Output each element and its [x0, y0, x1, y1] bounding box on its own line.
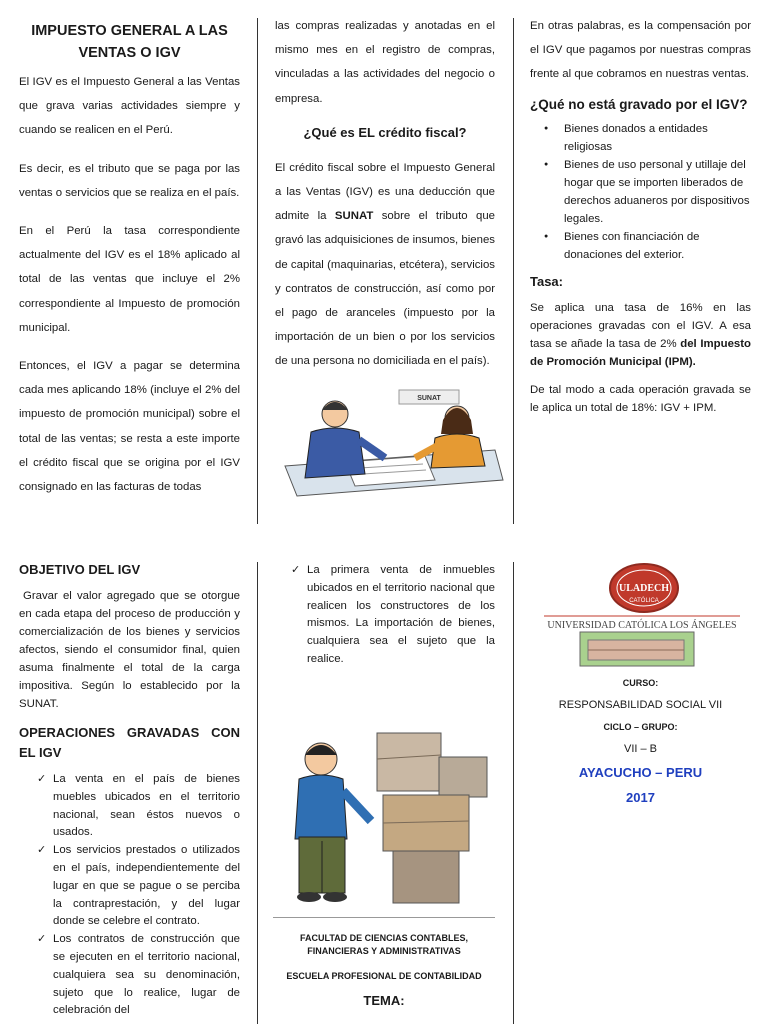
panel-igv-intro [19, 20, 240, 499]
svg-text:ULADECH: ULADECH [618, 583, 670, 594]
heading-tasa: Tasa: [530, 273, 563, 289]
ciclo-value: VII – B [623, 743, 658, 755]
university-logo [530, 562, 751, 670]
ciclo-label: CICLO – GRUPO: [603, 722, 678, 732]
panel-objetivo [19, 562, 240, 1020]
list-item: ✓ Los contratos de construcción que se ejecuten en el territorio nacional, cualquiera sea su denominación, sujeto que lo realice, lugar de celebración del [53, 931, 240, 1020]
panel-portada [530, 562, 751, 805]
school-name: ESCUELA PROFESIONAL DE CONTABILIDAD [286, 970, 482, 981]
list-item: ✓ Los servicios prestados o utilizados en el país, independientemente del lugar en que se pague o se perciba la contraprestación, y del lugar donde se celebre el contrato. [53, 842, 240, 931]
paragraph-objetivo: Gravar el valor agregado que se otorgue en cada etapa del proceso de producción y comercialización de los bienes y servicios afectos, siendo el consumidor final, quien asuma finalmente el total de la carga impositiva. Según lo establecido por la SUNAT. [19, 590, 240, 710]
paragraph-definition: El IGV es el Impuesto General a las Ventas que grava varias actividades siempre y cuando se realicen en el Perú. [19, 76, 240, 137]
svg-text:UNIVERSIDAD CATÓLICA LOS ÁNGEL: UNIVERSIDAD CATÓLICA LOS ÁNGELES [547, 620, 737, 631]
list-operaciones-cont [273, 562, 495, 669]
heading-operaciones-gravadas: OPERACIONES GRAVADAS CON EL IGV [19, 725, 240, 760]
illustration-consultation [275, 388, 495, 498]
paragraph-tribute: Es decir, es el tributo que se paga por las ventas o servicios que se realiza en el país. [19, 162, 240, 199]
heading-objetivo: OBJETIVO DEL IGV [19, 562, 141, 577]
list-item: ● Bienes de uso personal y utillaje del hogar que se importen liberados de derechos aduaneros por dispositivos legales. [564, 156, 751, 228]
faculty-name: FACULTAD DE CIENCIAS CONTABLES, FINANCIERAS Y ADMINISTRATIVAS [300, 932, 468, 956]
curso-name: RESPONSABILIDAD SOCIAL VII [558, 699, 723, 711]
panel-credito-fiscal [275, 14, 495, 498]
paragraph-calculation: Entonces, el IGV a pagar se determina cada mes aplicando 18% (incluye el 2% del impuesto de promoción municipal) sobre el total de las ventas; se resta a este importe el crédito fiscal que se origina por el IGV consignado en las facturas de todas [19, 360, 240, 494]
svg-text:SUNAT: SUNAT [417, 394, 441, 402]
location-text: AYACUCHO – PERU [578, 765, 703, 780]
year-text: 2017 [626, 790, 655, 805]
heading-no-gravado: ¿Qué no está gravado por el IGV? [530, 96, 748, 112]
tema-label: TEMA: [363, 992, 405, 1008]
list-no-gravado [530, 120, 751, 264]
svg-text:CATÓLICA: CATÓLICA [629, 598, 659, 604]
paragraph-credito-fiscal: El crédito fiscal sobre el Impuesto General a las Ventas (IGV) es una deducción que admite la SUNAT sobre el tributo que gravó las adquisiciones de insumos, bienes de capital (maquinarias, etcétera), servicios y contratos de construcción, así como por el pago de aranceles (impuesto por la importación de un bien o por los servicios de una persona no domiciliada en el país). [275, 161, 495, 368]
list-item: ● Bienes con financiación de donaciones del exterior. [564, 228, 751, 264]
divider-line [273, 917, 495, 918]
divider-top-left [257, 18, 258, 524]
list-item: ● Bienes donados a entidades religiosas [564, 120, 751, 156]
paragraph-compensation: En otras palabras, es la compensación por el IGV que pagamos por nuestras compras frente al que cobramos en nuestras ventas. [530, 20, 751, 81]
list-operaciones-gravadas [19, 771, 240, 1020]
paragraph-tasa-total: De tal modo a cada operación gravada se le aplica un total de 18%: IGV + IPM. [530, 383, 751, 414]
curso-label: CURSO: [622, 678, 659, 688]
heading-credito-fiscal: ¿Qué es EL crédito fiscal? [303, 124, 467, 140]
divider-bottom-left [257, 562, 258, 1024]
paragraph-continuation: las compras realizadas y anotadas en el mismo mes en el registro de compras, vinculadas a las actividades del negocio o empresa. [275, 20, 495, 105]
panel-title: IMPUESTO GENERAL A LAS VENTAS O IGV [31, 23, 228, 61]
list-item: ✓ La venta en el país de bienes muebles ubicados en el territorio nacional, sean éstos nuevos o usados. [53, 771, 240, 842]
divider-bottom-right [513, 562, 514, 1024]
list-item: ✓ La primera venta de inmuebles ubicados en el territorio nacional que realicen los constructores de los mismos. La importación de bienes, cualquiera sea el sujeto que la realice. [307, 562, 495, 669]
illustration-seller [273, 729, 495, 909]
panel-operaciones-cont [273, 562, 495, 1008]
paragraph-rate: En el Perú la tasa correspondiente actualmente del IGV es el 18% aplicado al total de las ventas que incluye el 2% correspondiente al Impuesto de promoción municipal. [19, 225, 240, 334]
divider-top-right [513, 18, 514, 524]
panel-no-gravado [530, 14, 751, 417]
paragraph-tasa: Se aplica una tasa de 16% en las operaciones gravadas con el IGV. A esa tasa se añade la tasa de 2% del Impuesto de Promoción Municipal (IPM). [530, 301, 751, 368]
